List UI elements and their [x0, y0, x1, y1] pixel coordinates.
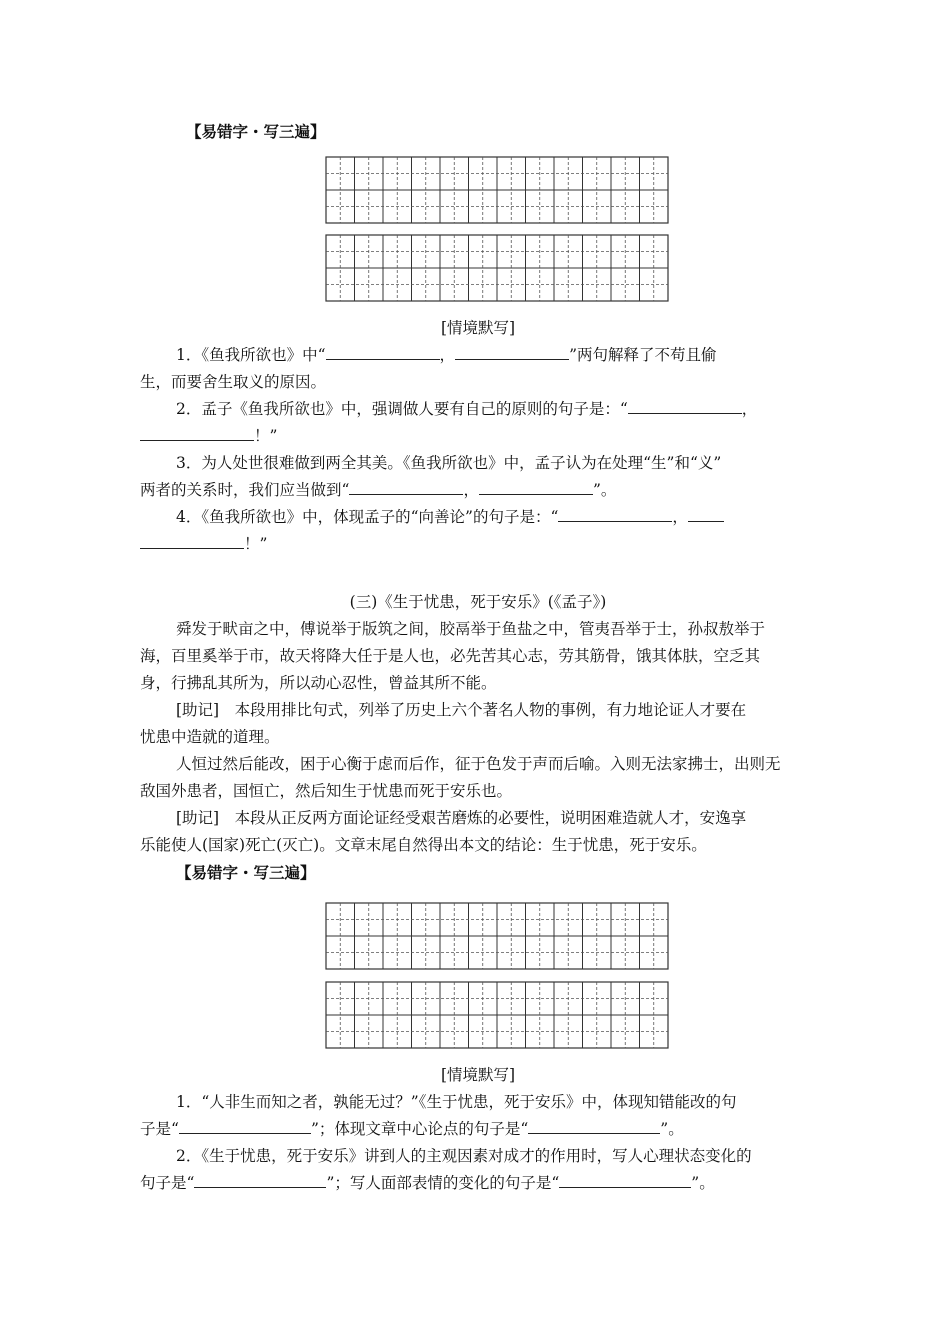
question-text: ”；体现文章中心论点的句子是“: [310, 1120, 529, 1138]
question-text: ”。: [592, 481, 617, 499]
question-text: ”。: [660, 1120, 684, 1138]
mistake-header: 【易错字・写三遍】: [176, 863, 316, 882]
question-1: 1．“人非生而知之者，孰能无过？”《生于忧患，死于安乐》中，体现知错能改的句: [176, 1093, 737, 1111]
question-1-cont: 生，而要舍生取义的原因。: [140, 373, 327, 391]
question-3-cont: [140, 477, 816, 504]
answer-blank[interactable]: [688, 505, 724, 522]
writing-grid[interactable]: [325, 902, 669, 970]
recitation-title: [情境默写]: [440, 1066, 516, 1084]
paragraph-line: 舜发于畎亩之中，傅说举于版筑之间，胶鬲举于鱼盐之中，管夷吾举于士，孙叔敖举于: [176, 620, 766, 638]
question-text: 两者的关系时，我们应当做到“: [140, 481, 350, 499]
answer-blank[interactable]: [628, 397, 742, 414]
mnemonic-note: [助记] 本段从正反两方面论证经受艰苦磨炼的必要性，说明困难造就人才，安逸享: [176, 809, 747, 827]
writing-grid[interactable]: [325, 981, 669, 1049]
mnemonic-note: [助记] 本段用排比句式，列举了历史上六个著名人物的事例，有力地论证人才要在: [176, 701, 747, 719]
answer-blank[interactable]: [479, 478, 593, 495]
question-2-cont: [140, 1170, 816, 1197]
answer-blank[interactable]: [140, 424, 254, 441]
answer-blank[interactable]: [194, 1171, 326, 1188]
question-text: 4．《鱼我所欲也》中，体现孟子的“向善论”的句子是：“: [176, 508, 559, 526]
question-text: ”。: [691, 1174, 715, 1192]
question-3: 3．为人处世很难做到两全其美。《鱼我所欲也》中，孟子认为在处理“生”和“义”: [176, 454, 722, 472]
section-title: (三)《生于忧患，死于安乐》(《孟子》): [349, 593, 607, 611]
question-text: 1．《鱼我所欲也》中“: [176, 346, 326, 364]
mnemonic-note: 乐能使人(国家)死亡(灭亡)。文章末尾自然得出本文的结论：生于忧患，死于安乐。: [140, 836, 707, 854]
answer-blank[interactable]: [559, 1171, 691, 1188]
question-text: ，: [741, 400, 758, 418]
question-1: [140, 342, 816, 369]
answer-blank[interactable]: [140, 532, 244, 549]
paragraph-line: 敌国外患者，国恒亡，然后知生于忧患而死于安乐也。: [140, 782, 513, 800]
question-text: ，: [672, 508, 688, 526]
answer-blank[interactable]: [528, 1117, 660, 1134]
writing-grid[interactable]: [325, 234, 669, 302]
question-text: 子是“: [140, 1120, 179, 1138]
paragraph-line: 海，百里奚举于市，故天将降大任于是人也，必先苦其心志，劳其筋骨，饿其体肤，空乏其: [140, 647, 761, 665]
mistake-header: 【易错字・写三遍】: [186, 122, 326, 141]
question-2-cont: [140, 423, 816, 450]
question-text: ”；写人面部表情的变化的句子是“: [326, 1174, 560, 1192]
recitation-title: [情境默写]: [440, 319, 516, 337]
question-text: ！”: [254, 427, 278, 445]
recitation-questions: [140, 1089, 816, 1197]
answer-blank[interactable]: [558, 505, 672, 522]
mnemonic-note: 忧患中造就的道理。: [140, 728, 280, 746]
question-text: 2．孟子《鱼我所欲也》中，强调做人要有自己的原则的句子是：“: [176, 400, 628, 418]
question-text: ”两句解释了不苟且偷: [569, 346, 717, 364]
question-2: 2．《生于忧患，死于安乐》讲到人的主观因素对成才的作用时，写人心理状态变化的: [176, 1147, 752, 1165]
writing-grid[interactable]: [325, 156, 669, 224]
question-4-cont: [140, 531, 816, 558]
paragraph-line: 身，行拂乱其所为，所以动心忍性，曾益其所不能。: [140, 674, 497, 692]
answer-blank[interactable]: [349, 478, 463, 495]
question-text: ，: [439, 346, 456, 364]
question-2: [140, 396, 816, 423]
paragraph-line: 人恒过然后能改，困于心衡于虑而后作，征于色发于声而后喻。入则无法家拂士，出则无: [176, 755, 781, 773]
question-text: ，: [463, 481, 479, 499]
question-4: [140, 504, 816, 531]
recitation-questions: [140, 342, 816, 558]
question-text: 句子是“: [140, 1174, 195, 1192]
question-text: ！”: [244, 535, 268, 553]
answer-blank[interactable]: [455, 343, 569, 360]
answer-blank[interactable]: [326, 343, 440, 360]
answer-blank[interactable]: [179, 1117, 311, 1134]
section-body: [140, 616, 816, 886]
question-1-cont: [140, 1116, 816, 1143]
